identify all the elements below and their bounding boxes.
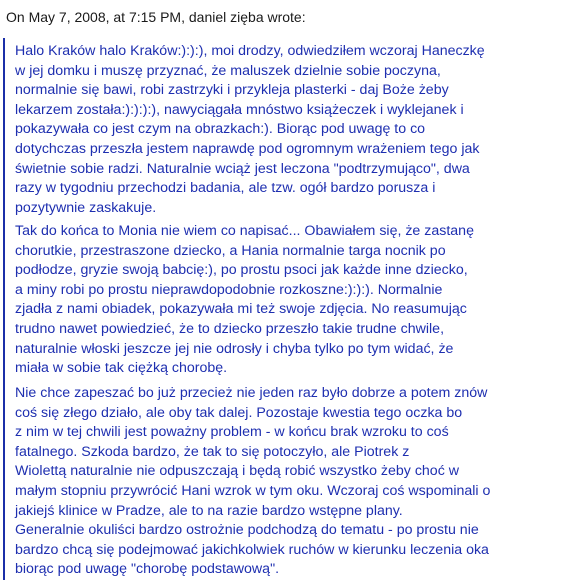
message-line: świetnie sobie radzi. Naturalnie wciąż jest leczona "podtrzymująco", dwa [15,160,470,177]
message-paragraph [15,222,474,379]
message-line: dotychczas przeszła jestem naprawdę pod ogromnym wrażeniem tego jak [15,140,480,157]
message-line: Wiolettą naturalnie nie odpuszczają i będą robić wszystko żeby choć w [15,463,459,480]
message-paragraph [15,384,490,580]
message-line: a miny robi po prostu nieprawdopodobnie rozkoszne:):):). Normalnie [15,281,443,298]
quote-attribution: On May 7, 2008, at 7:15 PM, daniel zięba wrote: [6,9,306,25]
message-line: miała w sobie tak ciężką chorobę. [15,360,228,377]
message-line: trudno nawet powiedzieć, że to dziecko przeszło takie trudne chwile, [15,320,445,337]
message-line: Tak do końca to Monia nie wiem co napisać... Obawiałem się, że zastanę [15,223,474,239]
message-line: Halo Kraków halo Kraków:):):), moi drodzy, odwiedziłem wczoraj Haneczkę [15,43,485,59]
message-line: lekarzem została:):):):), nawyciągała mnóstwo książeczek i wyklejanek i [15,101,464,118]
message-line: jakiejś klinice w Pradze, ale to na razie bardzo wstępne plany. [15,502,403,519]
message-line: fatalnego. Szkoda bardzo, że tak to się potoczyło, ale Piotrek z [15,443,410,460]
message-line: podłodze, gryzie swoją babcię:), po prostu psoci jak każde inne dziecko, [15,262,468,279]
message-paragraph [15,42,485,218]
quoted-message [3,38,575,580]
message-line: biorąc pod uwagę "chorobę podstawową". [15,561,280,578]
message-line: naturalnie włoski jeszcze jej nie odrosły i chyba tylko po tym widać, że [15,340,454,357]
message-line-faded: coś się złego działo, ale oby tak dalej. Pozostaje kwestia tego oczka bo [15,404,463,421]
message-line: pokazywała co jest czym na obrazkach:). Biorąc pod uwagę to co [15,121,426,138]
message-line: zjadła z nami obiadek, pokazywała mi też swoje zdjęcia. No reasumując [15,301,467,318]
message-line: razy w tygodniu przechodzi badania, ale tzw. ogół bardzo porusza i [15,180,436,197]
message-line: w jej domku i muszę przyznać, że maluszek dzielnie sobie poczyna, [15,62,441,79]
message-line: normalnie się bawi, robi zastrzyki i przykleja plasterki - daj Boże żeby [15,82,449,99]
message-line: z nim w tej chwili jest poważny problem - w końcu brak wzroku to coś [15,424,449,441]
message-line: małym stopniu przywrócić Hani wzrok w tym oku. Wczoraj coś wspominali o [15,482,491,499]
message-line: chorutkie, przestraszone dziecko, a Hania normalnie targa nocnik po [15,242,446,259]
message-line: pozytywnie zaskakuje. [15,199,157,216]
message-line-faded: Nie chce zapeszać bo już przecież nie jeden raz było dobrze a potem znów [15,385,488,401]
message-line: bardzo chcą się podejmować jakichkolwiek ruchów w kierunku leczenia oka [15,541,489,558]
message-line: Generalnie okuliści bardzo ostrożnie podchodzą do tematu - po prostu nie [15,522,479,539]
